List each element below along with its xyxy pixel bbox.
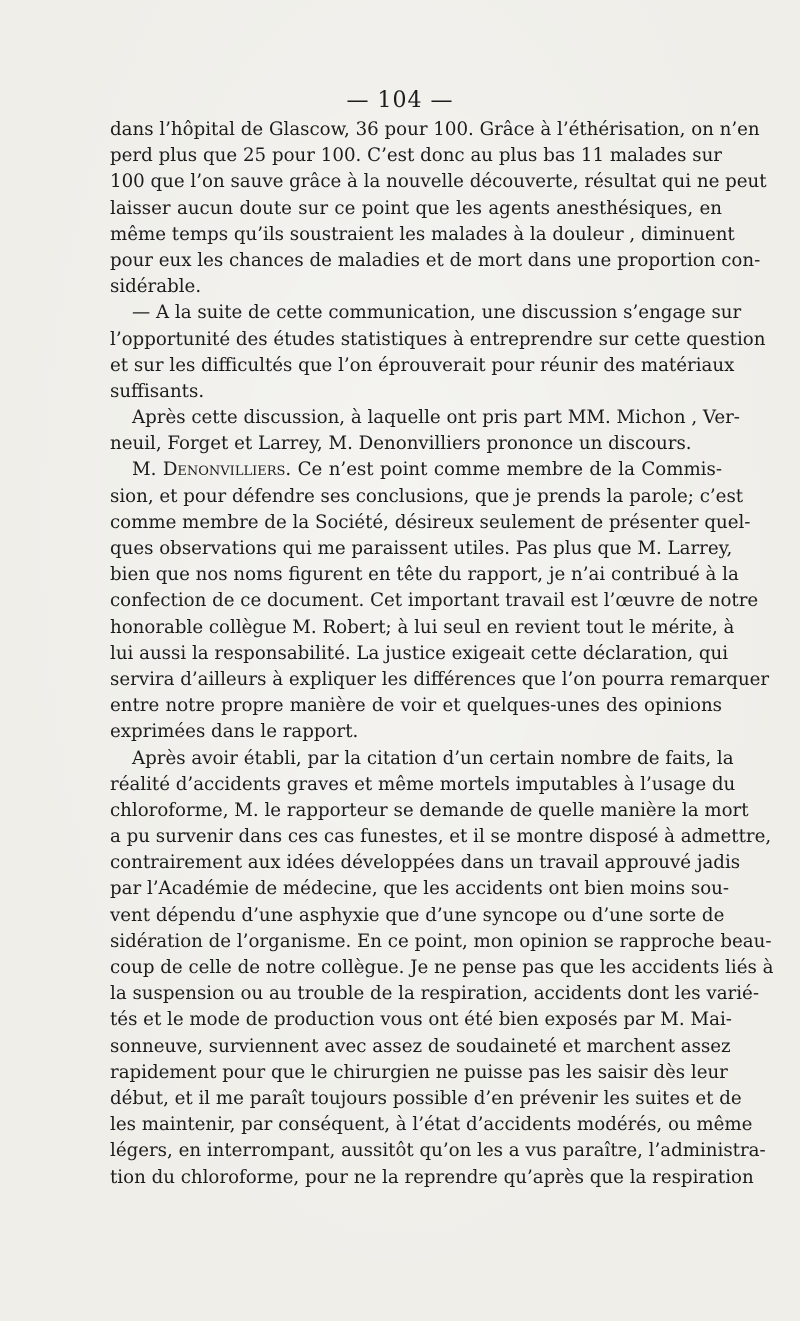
text-line: contrairement aux idées développées dans un travail approuvé jadis	[110, 852, 741, 874]
text-line: Après avoir établi, par la citation d’un certain nombre de faits, la	[132, 747, 734, 769]
text-line: — A la suite de cette communication, une discussion s’engage sur	[132, 302, 742, 324]
text-line: servira d’ailleurs à expliquer les différences que l’on pourra remarquer	[110, 668, 770, 690]
page-number: — 104 —	[346, 88, 454, 113]
text-line: même temps qu’ils soustraient les malades à la douleur , diminuent	[110, 223, 735, 245]
text-line: honorable collègue M. Robert; à lui seul en revient tout le mérite, à	[110, 616, 735, 638]
text-line: pour eux les chances de maladies et de mort dans une proportion con-	[110, 249, 761, 271]
text-line: la suspension ou au trouble de la respiration, accidents dont les varié-	[110, 983, 759, 1005]
text-line: coup de celle de notre collègue. Je ne pense pas que les accidents liés à	[110, 957, 774, 978]
text-line: suffisants.	[110, 380, 205, 402]
text-line: par l’Académie de médecine, que les accidents ont bien moins sou-	[110, 878, 730, 900]
speaker-line	[110, 457, 722, 483]
text-line: confection de ce document. Cet important travail est l’œuvre de notre	[110, 590, 759, 612]
text-line: comme membre de la Société, désireux seulement de présenter quel-	[110, 511, 751, 533]
text-line: tion du chloroforme, pour ne la reprendre qu’après que la respiration	[110, 1166, 754, 1188]
text-line: a pu survenir dans ces cas funestes, et il se montre disposé à admettre,	[110, 826, 772, 848]
text-line: sidérable.	[110, 276, 202, 298]
text-line: et sur les difficultés que l’on éprouverait pour réunir des matériaux	[110, 354, 735, 376]
text-line: sidération de l’organisme. En ce point, mon opinion se rapproche beau-	[110, 930, 772, 952]
text-line: entre notre propre manière de voir et quelques-unes des opinions	[110, 695, 722, 717]
text-line: réalité d’accidents graves et même mortels imputables à l’usage du	[110, 773, 736, 795]
text-line: Ce n’est point comme membre de la Commis-	[297, 459, 722, 481]
body-text	[110, 117, 774, 1191]
text-line: tés et le mode de production vous ont été bien exposés par M. Mai-	[110, 1009, 732, 1031]
text-line: ques observations qui me paraissent utiles. Pas plus que M. Larrey,	[110, 538, 733, 559]
text-line: chloroforme, M. le rapporteur se demande de quelle manière la mort	[110, 799, 749, 821]
text-line: perd plus que 25 pour 100. C’est donc au plus bas 11 malades sur	[110, 145, 722, 167]
text-line: vent dépendu d’une asphyxie que d’une syncope ou d’une sorte de	[110, 904, 725, 926]
text-line: rapidement pour que le chirurgien ne puisse pas les saisir dès leur	[110, 1061, 728, 1083]
text-line: l’opportunité des études statistiques à entreprendre sur cette question	[110, 328, 766, 350]
text-line: neuil, Forget et Larrey, M. Denonvilliers prononce un discours.	[110, 433, 692, 455]
text-line: dans l’hôpital de Glascow, 36 pour 100. Grâce à l’éthérisation, on n’en	[110, 119, 760, 140]
text-line: les maintenir, par conséquent, à l’état d’accidents modérés, ou même	[110, 1114, 753, 1136]
text-line: laisser aucun doute sur ce point que les agents anesthésiques, en	[110, 197, 722, 219]
text-line: bien que nos noms figurent en tête du rapport, je n’ai contribué à la	[110, 564, 739, 586]
text-line: sion, et pour défendre ses conclusions, que je prends la parole; c’est	[110, 485, 744, 507]
text-line: Après cette discussion, à laquelle ont pris part MM. Michon , Ver-	[132, 407, 740, 429]
speaker-name: M. Denonvilliers.	[132, 459, 292, 481]
text-line: légers, en interrompant, aussitôt qu’on les a vus paraître, l’administra-	[110, 1140, 766, 1162]
text-line: 100 que l’on sauve grâce à la nouvelle découverte, résultat qui ne peut	[110, 171, 767, 193]
text-line: exprimées dans le rapport.	[110, 721, 359, 743]
text-line: sonneuve, surviennent avec assez de soudaineté et marchent assez	[110, 1035, 731, 1057]
text-line: lui aussi la responsabilité. La justice exigeait cette déclaration, qui	[110, 642, 729, 664]
text-line: début, et il me paraît toujours possible d’en prévenir les suites et de	[110, 1087, 742, 1109]
